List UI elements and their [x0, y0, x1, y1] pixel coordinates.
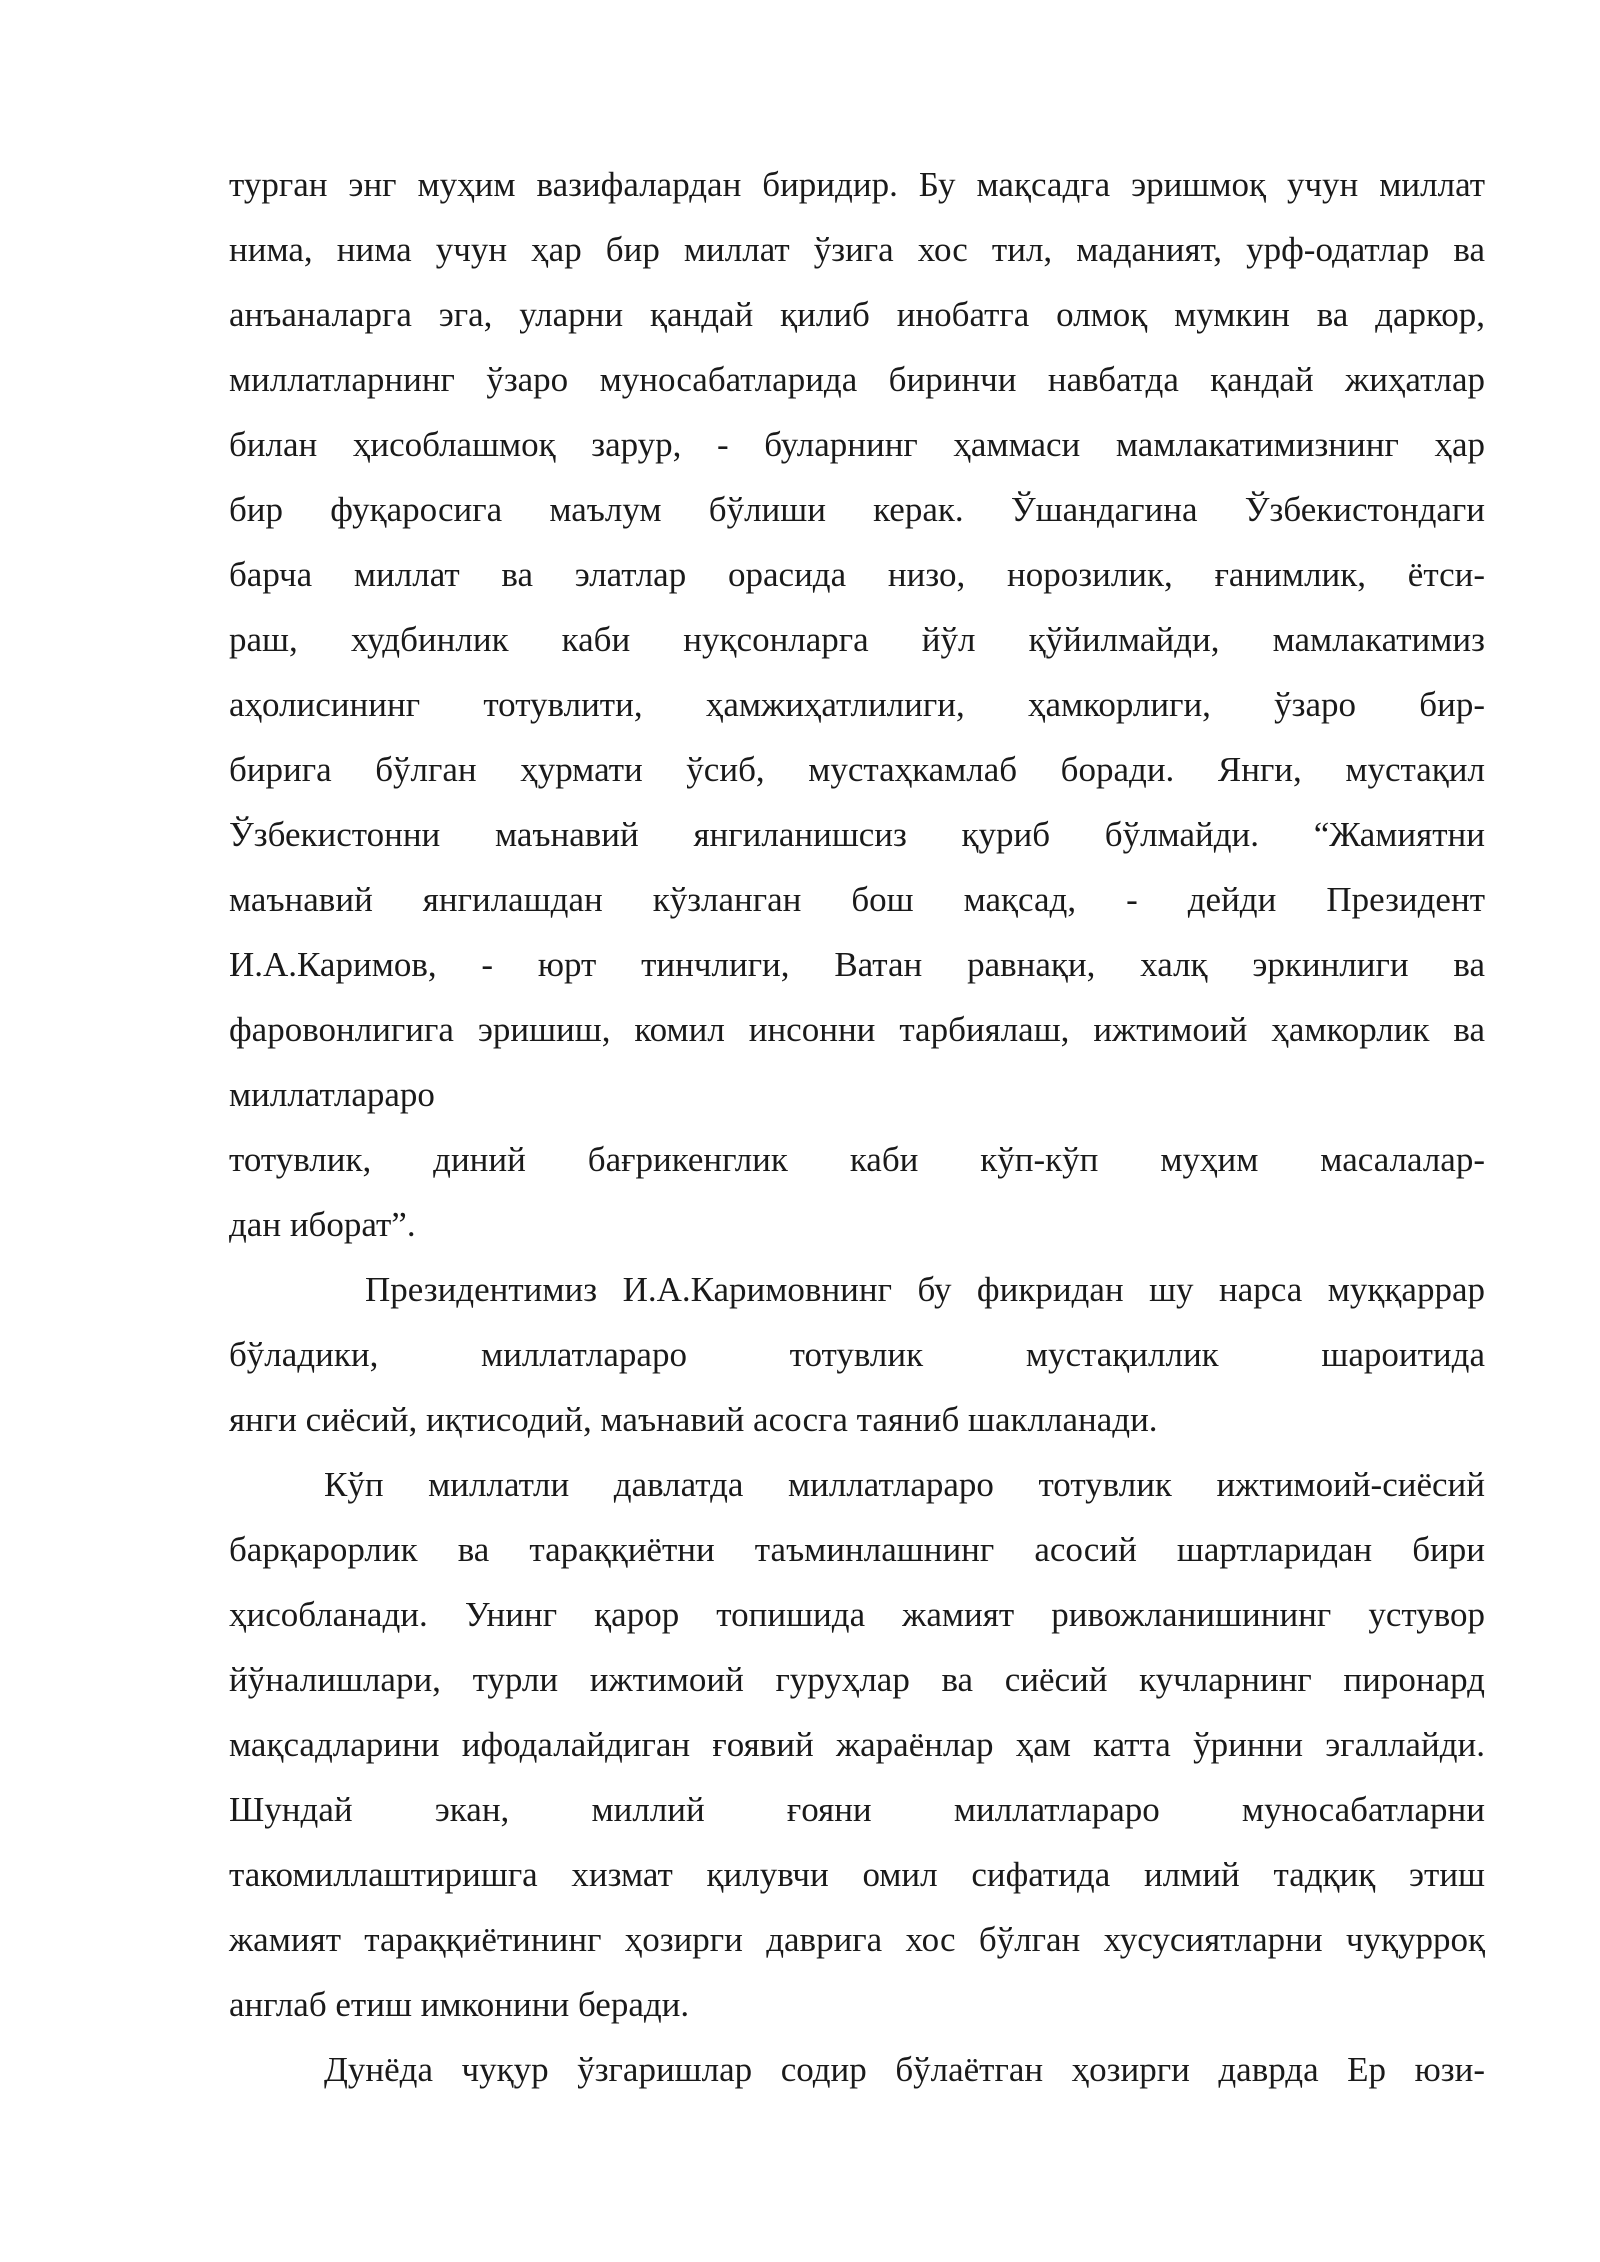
text-line: жамият тараққиётининг ҳозирги даврига хос бўлган хусусиятларни чуқурроқ	[229, 1920, 1485, 1959]
text-line: миллатларнинг ўзаро муносабатларида биринчи навбатда қандай жиҳатлар	[229, 360, 1485, 399]
paragraph-5	[229, 2037, 1485, 2102]
text-line: бўладики, миллатлараро тотувлик мустақиллик шароитида	[229, 1335, 1485, 1374]
text-line: йўналишлари, турли ижтимоий гуруҳлар ва сиёсий кучларнинг пиронард	[229, 1660, 1485, 1699]
text-line: барча миллат ва элатлар орасида низо, норозилик, ғанимлик, ётси-	[229, 555, 1485, 594]
paragraph-3	[229, 1257, 1485, 1452]
text-line: И.А.Каримов, - юрт тинчлиги, Ватан равнақи, халқ эркинлиги ва	[229, 945, 1485, 984]
text-line: ҳисобланади. Унинг қарор топишида жамият ривожланишининг устувор	[229, 1595, 1485, 1634]
text-line: маънавий янгилашдан кўзланган бош мақсад, - дейди Президент	[229, 880, 1485, 919]
text-line: миллатлараро	[229, 1075, 435, 1114]
text-line: бир фуқаросига маълум бўлиши керак. Ўшандагина Ўзбекистондаги	[229, 490, 1485, 529]
text-line: аҳолисининг тотувлити, ҳамжиҳатлилиги, ҳамкорлиги, ўзаро бир-	[229, 685, 1485, 724]
text-line: нима, нима учун ҳар бир миллат ўзига хос тил, маданият, урф-одатлар ва	[229, 230, 1485, 269]
text-line: Дунёда чуқур ўзгаришлар содир бўлаётган ҳозирги даврда Ер юзи-	[324, 2050, 1485, 2089]
text-line: раш, худбинлик каби нуқсонларга йўл қўйилмайди, мамлакатимиз	[229, 620, 1485, 659]
text-line: англаб етиш имконини беради.	[229, 1985, 690, 2024]
text-line: янги сиёсий, иқтисодий, маънавий асосга таяниб шаклланади.	[229, 1400, 1158, 1439]
text-line: Президентимиз И.А.Каримовнинг бу фикридан шу нарса муққаррар	[365, 1270, 1485, 1309]
text-line: Кўп миллатли давлатда миллатлараро тотувлик ижтимоий-сиёсий	[324, 1465, 1485, 1504]
text-line: бирига бўлган ҳурмати ўсиб, мустаҳкамлаб боради. Янги, мустақил	[229, 750, 1485, 789]
text-line: анъаналарга эга, уларни қандай қилиб инобатга олмоқ мумкин ва даркор,	[229, 295, 1485, 334]
text-line: дан иборат”.	[229, 1205, 416, 1244]
document-body	[229, 152, 1485, 2102]
paragraph-4	[229, 1452, 1485, 2037]
text-line: барқарорлик ва тараққиётни таъминлашнинг асосий шартларидан бири	[229, 1530, 1485, 1569]
text-line: тотувлик, диний бағрикенглик каби кўп-кўп муҳим масалалар-	[229, 1140, 1485, 1179]
text-line: Ўзбекистонни маънавий янгиланишсиз қуриб бўлмайди. “Жамиятни	[229, 815, 1485, 854]
paragraph-1	[229, 152, 1485, 1127]
text-line: такомиллаштиришга хизмат қилувчи омил сифатида илмий тадқиқ этиш	[229, 1855, 1485, 1894]
text-line: турган энг муҳим вазифалардан биридир. Бу мақсадга эришмоқ учун миллат	[229, 165, 1485, 204]
paragraph-2	[229, 1127, 1485, 1257]
text-line: билан ҳисоблашмоқ зарур, - буларнинг ҳаммаси мамлакатимизнинг ҳар	[229, 425, 1485, 464]
text-line: мақсадларини ифодалайдиган ғоявий жараёнлар ҳам катта ўринни эгаллайди.	[229, 1725, 1485, 1764]
text-line: Шундай экан, миллий ғояни миллатлараро муносабатларни	[229, 1790, 1485, 1829]
text-line: фаровонлигига эришиш, комил инсонни тарбиялаш, ижтимоий ҳамкорлик ва	[229, 1010, 1485, 1049]
